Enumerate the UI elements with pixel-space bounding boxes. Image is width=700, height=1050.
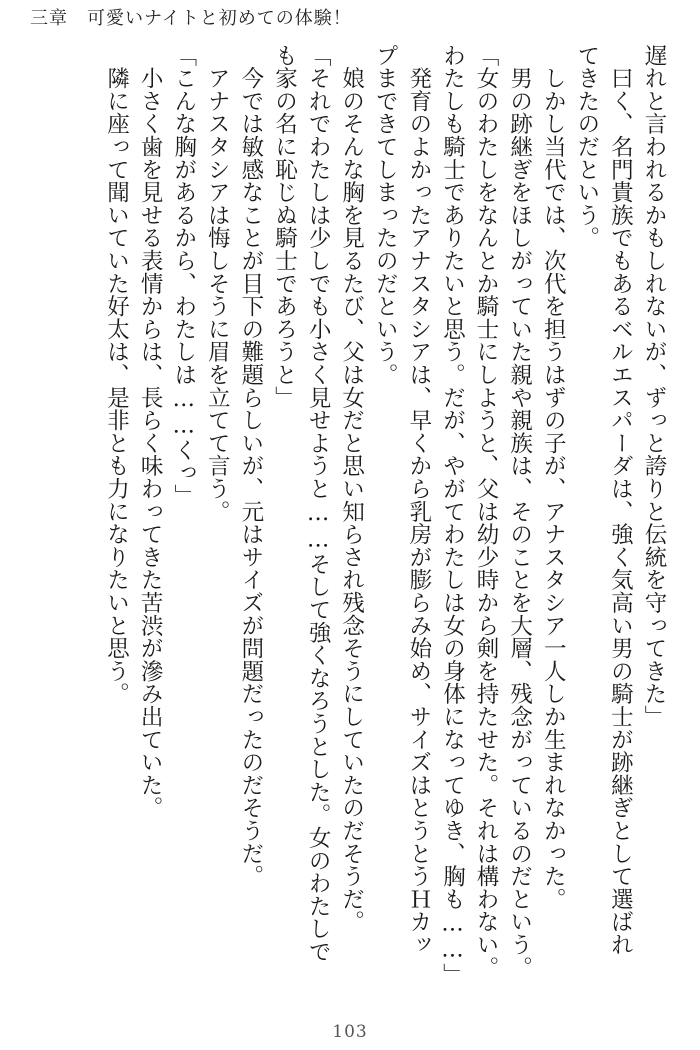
text-line: アナスタシアは悔しそうに眉を立てて言う。 xyxy=(204,44,231,523)
text-line: 今では敏感なことが目下の難題らしいが、元はサイズが問題だったのだそうだ。 xyxy=(237,44,264,888)
text-line: てきたのだという。 xyxy=(573,44,600,250)
text-line: 小さく歯を見せる表情からは、長らく味わってきた苦渋が滲み出ていた。 xyxy=(137,44,164,820)
text-line: 曰く、名門貴族でもあるベルエスパーダは、強く気高い男の騎士が跡継ぎとして選ばれ xyxy=(607,44,634,956)
chapter-running-header: 三章 可愛いナイトと初めての体験！ xyxy=(30,8,352,29)
text-line: プまできてしまったのだという。 xyxy=(372,44,399,386)
text-line: 男の跡継ぎをほしがっていた親や親族は、そのことを大層、残念がっているのだという。 xyxy=(506,44,533,979)
text-line: 遅れと言われるかもしれないが、ずっと誇りと伝統を守ってきた」 xyxy=(641,44,667,728)
page-number: 103 xyxy=(332,1022,368,1042)
vertical-body-text xyxy=(99,44,670,1004)
text-line: 発育のよかったアナスタシアは、早くから乳房が膨らみ始め、サイズはとうとうＨカッ xyxy=(405,44,432,956)
text-line: 「こんな胸があるから、わたしは……くっ」 xyxy=(170,44,197,507)
text-line: 隣に座って聞いていた好太は、是非とも力になりたいと思う。 xyxy=(103,44,130,706)
text-line: 娘のそんな胸を見るたび、父は女だと思い知らされ残念そうにしていたのだそうだ。 xyxy=(338,44,365,934)
text-line: しかし当代では、次代を担うはずの子が、アナスタシア一人しか生まれなかった。 xyxy=(540,44,567,911)
text-line: わたしも騎士でありたいと思う。だが、やがてわたしは女の身体になってゆき、胸も……」 xyxy=(439,44,466,986)
text-line: 「それでわたしは少しでも小さく見せようと……そして強くなろうとした。女のわたしで xyxy=(305,44,332,963)
text-line: も家の名に恥じぬ騎士であろうと」 xyxy=(271,44,298,409)
text-line: 「女のわたしをなんとか騎士にしようと、父は幼少時から剣を持たせた。それは構わない。 xyxy=(473,44,500,979)
